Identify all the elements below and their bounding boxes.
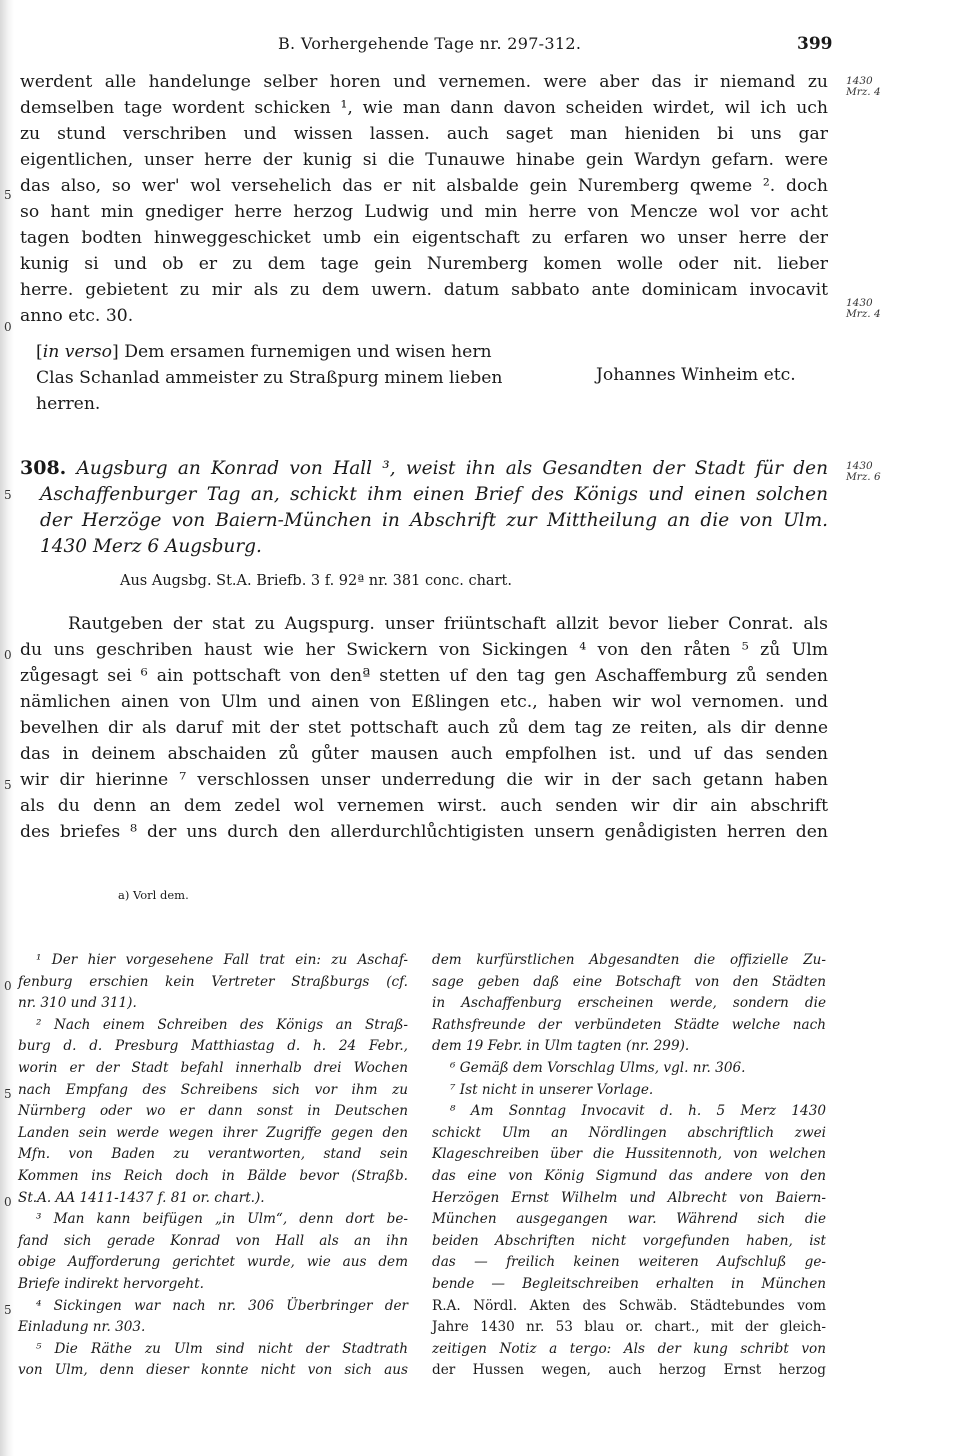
text-line: als du denn an dem zedel wol vernemen wirst. auch senden wir dir ain abschrift xyxy=(20,796,828,816)
line-number: 5 xyxy=(4,188,12,202)
scan-edge-shadow xyxy=(0,0,14,1456)
line-number: 0 xyxy=(4,1195,12,1209)
footnote-line: Klageschreiben über die Hussitennoth, von welchen xyxy=(432,1146,826,1163)
footnote-line: ⁵ Die Räthe zu Ulm sind nicht der Stadtrath xyxy=(36,1340,408,1357)
margin-day: Mrz. 6 xyxy=(846,471,881,483)
footnote-line: obige Aufforderung gerichtet wurde, wie aus dem xyxy=(18,1254,408,1271)
regest-line: 1430 Merz 6 Augsburg. xyxy=(40,536,262,557)
footnote-line: ¹ Der hier vorgesehene Fall trat ein: zu Aschaf- xyxy=(36,952,408,968)
footnote-line: das eine von König Sigmund das andere von den xyxy=(432,1167,826,1184)
text-line: eigentlichen, unser herre der kunig si die Tunauwe hinabe gein Wardyn gefarn. were xyxy=(20,150,828,170)
footnote-line: sage geben daß eine Botschaft von den Städten xyxy=(432,973,826,990)
text-line: bevelhen dir als daruf mit der stet pottschaft auch zů dem tag ze reiten, als dir denne xyxy=(20,718,828,738)
footnote-line: ⁴ Sickingen war nach nr. 306 Überbringer der xyxy=(36,1297,408,1314)
footnote-line: ² Nach einem Schreiben des Königs an Straß- xyxy=(36,1016,408,1033)
margin-day: Mrz. 4 xyxy=(846,86,881,98)
text-line: werdent alle handelunge selber horen und vernemen. were aber das ir niemand zu xyxy=(20,72,828,92)
footnote-line: burg d. d. Presburg Matthiastag d. h. 24 Febr., xyxy=(18,1038,408,1055)
footnote-line: Landen sein werde wegen ihrer Zugriffe gegen den xyxy=(18,1124,408,1141)
footnote-line: das — freilich keinen weiteren Aufschluß ge- xyxy=(432,1254,826,1271)
text-line: des briefes ⁸ der uns durch den allerdurchlůchtigisten unsern genådigisten herren den xyxy=(20,822,828,842)
footnote-line: bende — Begleitschreiben erhalten in München xyxy=(432,1275,826,1292)
footnote-line: fenburg erschien kein Vertreter Straßburgs (cf. xyxy=(18,973,408,990)
footnote-line: Jahre 1430 nr. 53 blau or. chart., mit der gleich- xyxy=(432,1319,826,1336)
text-line: nämlichen ainen von Ulm und ainen von Eßlingen etc., haben wir wol vernomen. und xyxy=(20,692,828,712)
footnote-line: Einladung nr. 303. xyxy=(18,1319,146,1336)
footnote-line: ⁶ Gemäß dem Vorschlag Ulms, vgl. nr. 306. xyxy=(450,1059,746,1076)
text-line: tagen bodten hinweggeschicket umb ein eigentschaft zu erfaren wo unser herre der xyxy=(20,228,828,248)
margin-year: 1430 xyxy=(846,460,873,472)
text-line: kunig si und ob er zu dem tage gein Nuremberg komen wolle oder nit. lieber xyxy=(20,254,828,274)
footnote-line: fand sich gerade Konrad von Hall als an ihn xyxy=(18,1232,408,1249)
document-308-regest xyxy=(20,455,828,560)
text-line: so hant min gnediger herre herzog Ludwig und min herre von Mencze wol vor acht xyxy=(20,202,828,222)
verso-line-2: Clas Schanlad ammeister zu Straßpurg minem lieben xyxy=(36,368,503,388)
footnote-line: der Hussen wegen, auch herzog Ernst herzog xyxy=(432,1362,826,1379)
line-number: 0 xyxy=(4,648,12,662)
footnote-line: zeitigen Notiz a tergo: Als der kung schribt von xyxy=(432,1340,826,1357)
document-307-body xyxy=(20,72,828,342)
text-line: zu stund verschriben und wissen lassen. auch saget man hieniden bi uns gar xyxy=(20,124,828,144)
margin-date-bottom xyxy=(846,298,881,320)
line-number: 0 xyxy=(4,979,12,993)
line-number: 5 xyxy=(4,1303,12,1317)
text-line: wir dir hierinne ⁷ verschlossen unser underredung die wir in der sach getann haben xyxy=(20,770,828,790)
text-line: demselben tage wordent schicken ¹, wie man dann davon scheiden wirdet, wil ich uch xyxy=(20,98,828,118)
footnotes-left-column xyxy=(18,950,408,1382)
document-number: 308. xyxy=(20,457,67,479)
footnote-line: in Aschaffenburg erscheinen werde, sondern die xyxy=(432,995,826,1012)
running-title: B. Vorhergehende Tage nr. 297-312. xyxy=(278,34,582,53)
footnote-line: Mfn. von Baden zu verantworten, stand sein xyxy=(18,1146,408,1163)
footnote-line: Nürnberg oder wo er dann sonst in Deutschen xyxy=(18,1103,408,1120)
footnote-line: München ausgegangen war. Während sich die xyxy=(432,1211,826,1228)
text-line: Rautgeben der stat zu Augspurg. unser friüntschaft allzit bevor lieber Conrat. als xyxy=(68,614,828,634)
signature: Johannes Winheim etc. xyxy=(596,365,796,385)
footnote-line: R.A. Nördl. Akten des Schwäb. Städtebundes vom xyxy=(432,1297,826,1314)
footnote-line: nr. 310 und 311). xyxy=(18,995,137,1012)
source-citation: Aus Augsbg. St.A. Briefb. 3 f. 92ª nr. 381 conc. chart. xyxy=(120,573,512,589)
regest-line: der Herzöge von Baiern-München in Abschrift zur Mittheilung an die von Ulm. xyxy=(40,510,828,531)
footnotes-right-column xyxy=(432,950,826,1382)
margin-year: 1430 xyxy=(846,75,873,87)
text-line: herre. gebietent zu mir als zu dem uwern. datum sabbato ante dominicam invocavit xyxy=(20,280,828,300)
footnote-line: Kommen ins Reich doch in Bälde bevor (Straßb. xyxy=(18,1167,408,1184)
verso-tag: in verso xyxy=(42,342,113,362)
regest-line: 308. Augsburg an Konrad von Hall ³, weist ihn als Gesandten der Stadt für den xyxy=(20,457,828,479)
verso-line-3: herren. xyxy=(36,394,101,414)
footnote-line: St.A. AA 1411-1437 f. 81 or. chart.). xyxy=(18,1189,265,1206)
text-line: du uns geschriben haust wie her Swickern von Sickingen ⁴ von den råten ⁵ zů Ulm xyxy=(20,640,828,660)
footnote-line: worin er der Stadt befahl innerhalb drei Wochen xyxy=(18,1059,408,1076)
footnote-line: dem kurfürstlichen Abgesandten die offizielle Zu- xyxy=(432,952,826,968)
text-line: anno etc. 30. xyxy=(20,306,134,326)
footnote-line: Rathsfreunde der verbündeten Städte welche nach xyxy=(432,1016,826,1033)
line-number: 5 xyxy=(4,778,12,792)
line-number: 5 xyxy=(4,1087,12,1101)
verso-address xyxy=(36,339,502,417)
verso-line-1: [in verso] Dem ersamen furnemigen und wisen hern xyxy=(36,342,492,362)
footnote-line: von Ulm, denn dieser konnte nicht von sich aus xyxy=(18,1362,408,1379)
margin-date-top xyxy=(846,76,881,98)
text-line: das also, so wer' wol versehelich das er nit alsbalde gein Nuremberg qweme ². doch xyxy=(20,176,828,196)
footnote-line: schickt Ulm an Nördlingen abschriftlich zwei xyxy=(432,1124,826,1141)
footnote-line: Herzögen Ernst Wilhelm und Albrecht von Baiern- xyxy=(432,1189,826,1206)
footnote-line: Briefe indirekt hervorgeht. xyxy=(18,1275,204,1292)
footnote-line: ⁸ Am Sonntag Invocavit d. h. 5 Merz 1430 xyxy=(450,1103,826,1120)
footnote-line: beiden Abschriften nicht vorgefunden haben, ist xyxy=(432,1232,826,1249)
regest-line: Aschaffenburger Tag an, schickt ihm einen Brief des Königs und einen solchen xyxy=(40,484,828,505)
margin-year: 1430 xyxy=(846,297,873,309)
footnote-line: ³ Man kann beifügen „in Ulm“, denn dort be- xyxy=(36,1211,408,1228)
text-line: zůgesagt sei ⁶ ain pottschaft von denª stetten uf den tag gen Aschaffemburg zů senden xyxy=(20,666,828,686)
footnote-line: nach Empfang des Schreibens sich vor ihm zu xyxy=(18,1081,408,1098)
footnote-line: dem 19 Febr. in Ulm tagten (nr. 299). xyxy=(432,1038,690,1055)
footnote-line: ⁷ Ist nicht in unserer Vorlage. xyxy=(450,1081,654,1098)
document-308-body xyxy=(20,614,828,854)
line-number: 0 xyxy=(4,320,12,334)
page-number: 399 xyxy=(797,34,833,54)
margin-day: Mrz. 4 xyxy=(846,308,881,320)
textual-note: a) Vorl dem. xyxy=(118,888,189,902)
line-number: 5 xyxy=(4,488,12,502)
text-line: das in deinem abschaiden zů gůter mausen auch empfolhen ist. und uf das senden xyxy=(20,744,828,764)
margin-date-308 xyxy=(846,461,881,483)
